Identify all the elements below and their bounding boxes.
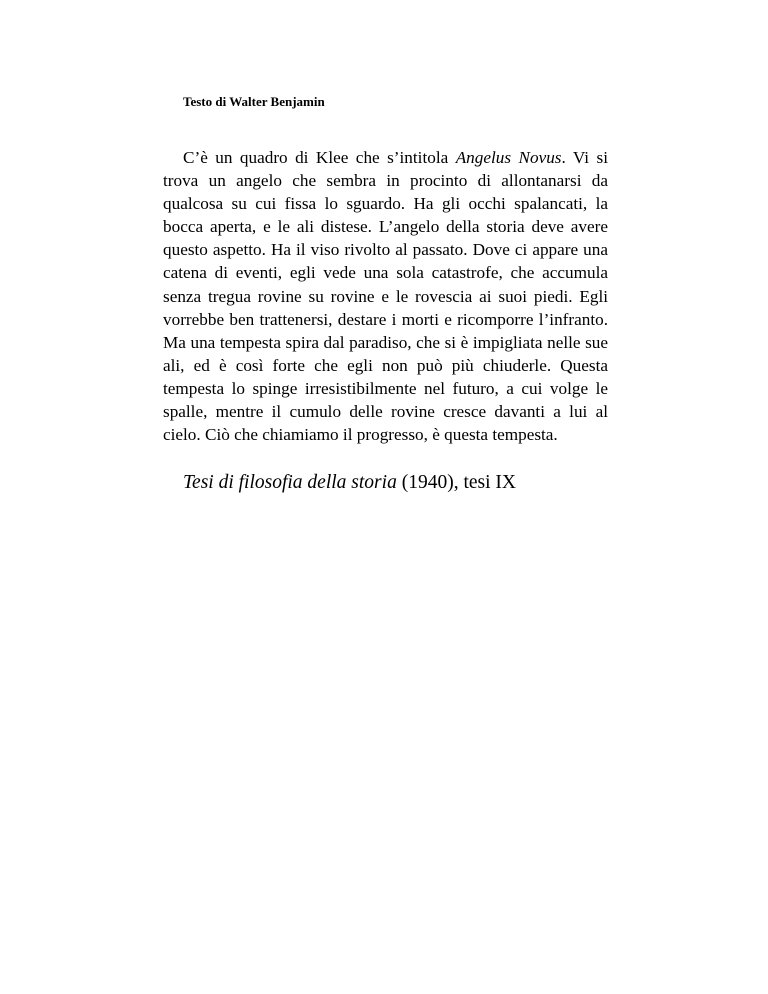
- paragraph-text-rest: . Vi si trova un angelo che sembra in procinto di allontanarsi da qualcosa su cui fissa lo sguardo. Ha gli occhi spalancati, la bocca aperta, e le ali distese. L’angelo della storia deve avere questo aspetto. Ha il viso rivolto al passato. Dove ci appare una catena di eventi, egli vede una sola catastrofe, che accumula senza tregua rovine su rovine e le rovescia ai suoi piedi. Egli vorrebbe ben trattenersi, destare i morti e ricomporre l’infranto. Ma una tempesta spira dal paradiso, che si è impigliata nelle sue ali, ed è così forte che egli non può più chiuderle. Questa tempesta lo spinge irresistibilmente nel futuro, a cui volge le spalle, mentre il cumulo delle rovine cresce davanti a lui al cielo. Ciò che chiamiamo il progresso, è questa tempesta.: [163, 148, 608, 445]
- source-citation: [183, 471, 516, 495]
- citation-work-title: Tesi di filosofia della storia: [183, 472, 397, 493]
- citation-details: (1940), tesi IX: [396, 472, 516, 493]
- paragraph-text-start: C’è un quadro di Klee che s’intitola: [183, 148, 456, 167]
- main-paragraph: [163, 146, 608, 446]
- document-heading: Testo di Walter Benjamin: [183, 94, 325, 109]
- painting-title: Angelus Novus: [455, 148, 562, 167]
